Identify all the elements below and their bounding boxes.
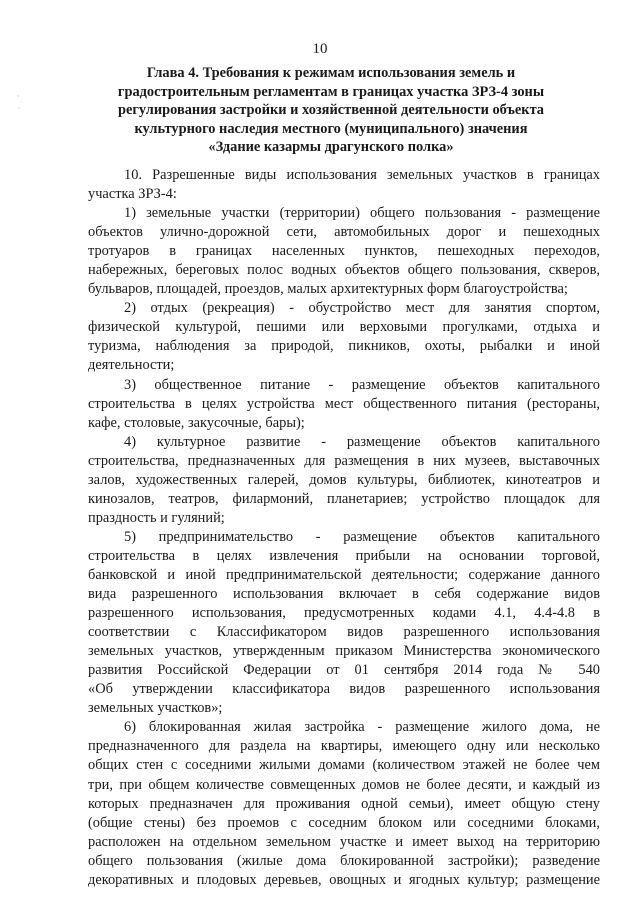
paragraph-line: строительства в целях извлечения прибыли на основании торговой, <box>88 547 600 564</box>
paragraph-line: вида разрешенного использования включает в себя содержание видов <box>88 586 600 603</box>
chapter-title-line: культурного наследия местного (муниципального) значения <box>134 120 528 137</box>
paragraph-line: общего пользования (жилые дома блокированной застройки); разведение <box>88 852 600 869</box>
paragraph-line: земельных участков, утвержденным приказом Министерства экономического <box>88 643 600 660</box>
chapter-title <box>96 64 566 157</box>
paragraph-line: разрешенного использования, предусмотренных кодами 4.1, 4.4-4.8 в <box>88 605 600 622</box>
document-body <box>88 166 600 890</box>
paragraph-line: общих стен с соседними жилыми домами (количеством этажей не более чем <box>88 757 600 774</box>
paragraph-line: банковской и иной предпринимательской деятельности; содержание данного <box>88 566 600 583</box>
paragraph <box>88 376 600 433</box>
paragraph-line: деятельности; <box>88 357 175 374</box>
paragraph-line: три, при общем количестве совмещенных домов не более десяти, и каждый из <box>88 776 600 793</box>
chapter-title-line: «Здание казармы драгунского полка» <box>208 139 454 156</box>
paragraph <box>88 718 600 889</box>
paragraph-line: (общие стены) без проемов с соседним блоком или соседними блоками, <box>88 814 600 831</box>
chapter-title-line: Глава 4. Требования к режимам использования земель и <box>146 65 516 81</box>
paragraph-line: земельных участков»; <box>88 700 223 717</box>
chapter-title-line: регулирования застройки и хозяйственной деятельности объекта <box>117 102 545 119</box>
paragraph-line: «Об утверждении классификатора видов разрешенного использования <box>88 681 600 698</box>
page-number: 10 <box>312 41 328 57</box>
paragraph-line: 6) блокированная жилая застройка - размещение жилого дома, не <box>124 719 600 736</box>
paragraph <box>88 299 600 375</box>
paragraph-line: тротуаров в границах населенных пунктов, пешеходных переходов, <box>88 243 600 260</box>
paragraph-line: 3) общественное питание - размещение объектов капитального <box>124 376 600 393</box>
paragraph-line: физической культурой, пешими или верховыми прогулками, отдыха и <box>88 319 600 336</box>
paragraph-line: строительства в целях устройства мест общественного питания (рестораны, <box>88 395 600 412</box>
paragraph <box>88 204 600 299</box>
paragraph-line: развития Российской Федерации от 01 сентября 2014 года № 540 <box>88 662 600 679</box>
paragraph-line: расположен на отдельном земельном участке и имеет выход на территорию <box>88 833 600 850</box>
paragraph-line: туризма, наблюдения за природой, пикников, охоты, рыбалки и иной <box>88 338 600 355</box>
paragraph <box>88 166 600 204</box>
paragraph-line: 10. Разрешенные виды использования земельных участков в границах <box>124 167 600 183</box>
paragraph-line: предназначенного для раздела на квартиры, имеющего одну или несколько <box>88 738 600 755</box>
paragraph-line: кинозалов, театров, филармоний, планетариев; устройство площадок для <box>88 490 600 507</box>
paragraph-line: залов, художественных галерей, домов культуры, библиотек, кинотеатров и <box>88 471 600 488</box>
scan-speck-marks <box>16 93 24 113</box>
paragraph <box>88 528 600 718</box>
chapter-title-line: градостроительным регламентам в границах участка ЗРЗ-4 зоны <box>117 83 545 100</box>
paragraph-line: участка ЗРЗ-4: <box>88 186 177 203</box>
paragraph-line: кафе, столовые, закусочные, бары); <box>88 414 305 431</box>
paragraph-line: объектов улично-дорожной сети, автомобильных дорог и пешеходных <box>88 224 600 241</box>
paragraph-line: 5) предпринимательство - размещение объектов капитального <box>124 528 600 545</box>
paragraph-line: строительства, предназначенных для размещения в них музеев, выставочных <box>88 452 600 469</box>
paragraph-line: 4) культурное развитие - размещение объектов капитального <box>124 433 600 450</box>
paragraph-line: 2) отдых (рекреация) - обустройство мест для занятия спортом, <box>124 300 600 317</box>
paragraph-line: бульваров, площадей, проездов, малых архитектурных форм благоустройства; <box>88 281 568 298</box>
paragraph-line: соответствии с Классификатором видов разрешенного использования <box>88 624 600 641</box>
paragraph-line: набережных, береговых полос водных объектов общего пользования, скверов, <box>88 262 600 279</box>
paragraph-line: декоративных и плодовых деревьев, овощных и ягодных культур; размещение <box>88 871 600 888</box>
paragraph-line: праздность и гуляний; <box>88 509 225 526</box>
paragraph <box>88 433 600 528</box>
paragraph-line: которых предназначен для проживания одной семьи), имеет общую стену <box>88 795 600 812</box>
paragraph-line: 1) земельные участки (территории) общего пользования - размещение <box>124 205 600 222</box>
